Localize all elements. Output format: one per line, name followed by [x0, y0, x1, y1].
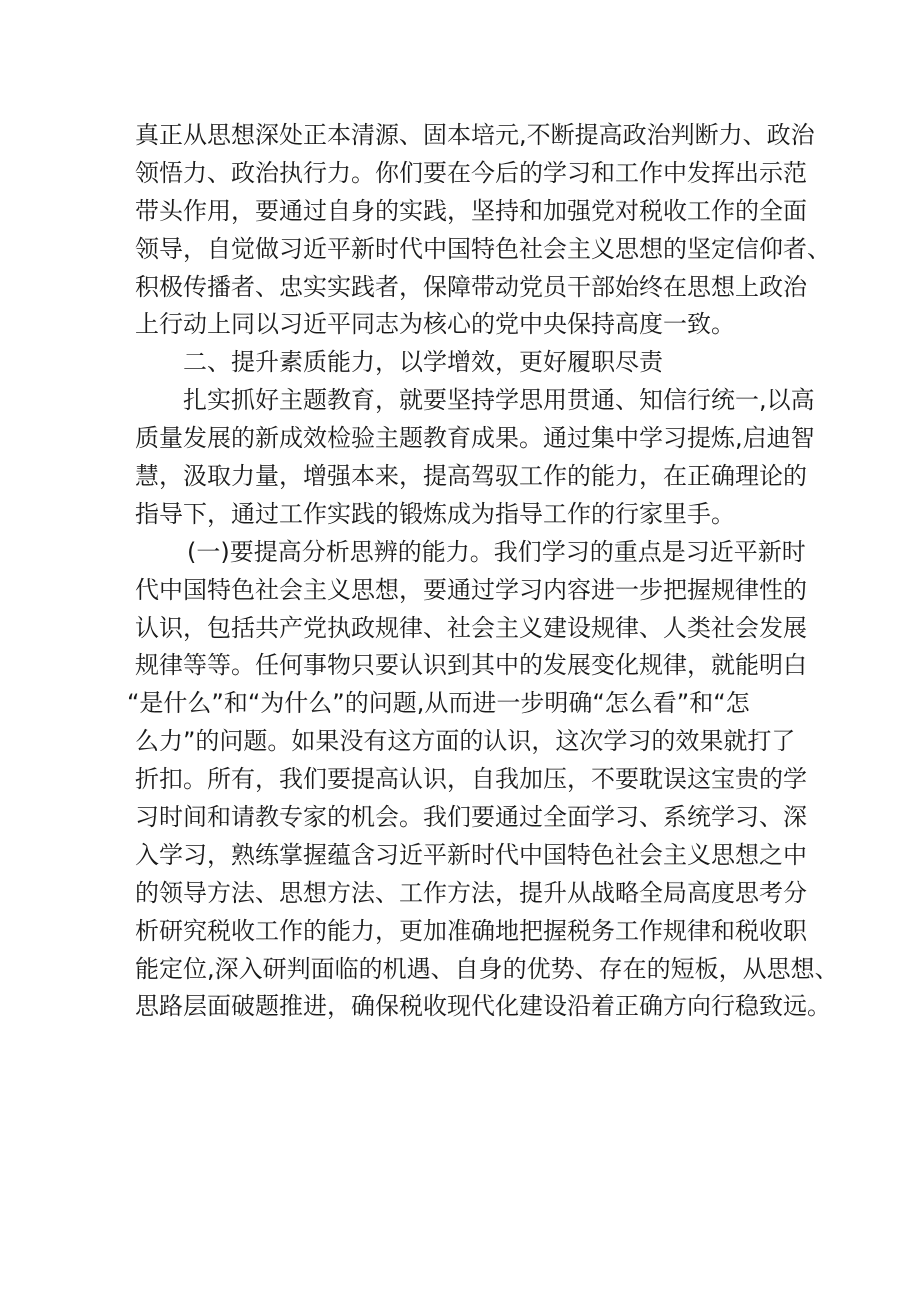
- text-line: 么力”的问题。如果没有这方面的认识，这次学习的效果就打了: [135, 727, 796, 756]
- text-line: 思路层面破题推进，确保税收现代化建设沿着正确方向行稳致远。: [135, 992, 831, 1021]
- text-line: 领导，自觉做习近平新时代中国特色社会主义思想的坚定信仰者、: [135, 234, 831, 263]
- paragraph-first-line: 扎实抓好主题教育，就要坚持学思用贯通、知信行统一,以高: [183, 386, 815, 415]
- section-heading: 二、提升素质能力，以学增效，更好履职尽责: [183, 348, 663, 377]
- text-line: 真正从思想深处正本清源、固本培元,不断提高政治判断力、政治: [135, 121, 815, 149]
- subsection-first-line: (一)要提高分析思辨的能力。我们学习的重点是习近平新时: [187, 537, 806, 566]
- text-line: 质量发展的新成效检验主题教育成果。通过集中学习提炼,启迪智: [135, 424, 815, 453]
- text-line: 折扣。所有，我们要提高认识，自我加压，不要耽误这宝贵的学: [135, 765, 807, 794]
- text-line: 积极传播者、忠实实践者，保障带动党员干部始终在思想上政治: [135, 272, 807, 301]
- document-body: [127, 117, 839, 1026]
- text-line: “是什么”和“为什么”的问题,从而进一步明确“怎么看”和“怎: [127, 689, 750, 718]
- text-line: 上行动上同以习近平同志为核心的党中央保持高度一致。: [135, 310, 735, 339]
- text-line: 带头作用，要通过自身的实践，坚持和加强党对税收工作的全面: [135, 196, 807, 225]
- text-line: 指导下，通过工作实践的锻炼成为指导工作的行家里手。: [135, 499, 735, 528]
- text-line: 慧，汲取力量，增强本来，提高驾驭工作的能力，在正确理论的: [135, 462, 807, 491]
- text-line: 入学习，熟练掌握蕴含习近平新时代中国特色社会主义思想之中: [135, 840, 807, 869]
- text-line: 认识，包括共产党执政规律、社会主义建设规律、人类社会发展: [135, 613, 807, 642]
- text-line: 规律等等。任何事物只要认识到其中的发展变化规律，就能明白: [135, 651, 807, 680]
- text-line: 能定位,深入研判面临的机遇、自身的优势、存在的短板，从思想、: [135, 954, 839, 983]
- text-line: 习时间和请教专家的机会。我们要通过全面学习、系统学习、深: [135, 803, 807, 832]
- text-line: 领悟力、政治执行力。你们要在今后的学习和工作中发挥出示范: [135, 158, 807, 187]
- text-line: 析研究税收工作的能力，更加准确地把握税务工作规律和税收职: [135, 916, 807, 945]
- text-line: 代中国特色社会主义思想，要通过学习内容进一步把握规律性的: [135, 575, 807, 604]
- text-line: 的领导方法、思想方法、工作方法，提升从战略全局高度思考分: [135, 878, 807, 907]
